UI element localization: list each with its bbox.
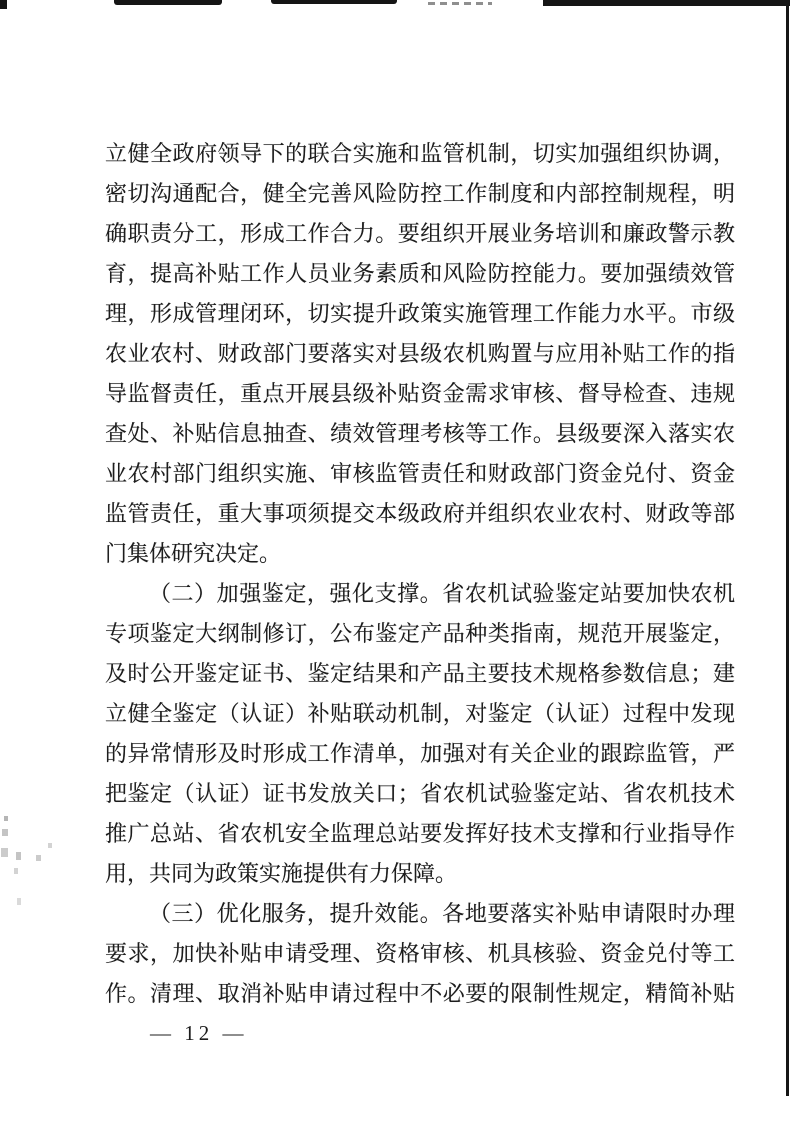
scan-artifact-top-bar-1 [114,0,222,5]
scan-artifact-top-dashes [428,2,492,5]
scan-artifact-right-edge-line [786,0,789,1096]
text-line: 密切沟通配合，健全完善风险防控工作制度和内部控制规程，明 [105,181,735,206]
text-line: （二）加强鉴定，强化支撑。省农机试验鉴定站要加快农机 [149,581,735,606]
text-line: 查处、补贴信息抽查、绩效管理考核等工作。县级要深入落实农 [105,421,735,446]
paragraph [105,894,735,1014]
scan-artifact-top-bar-3 [543,0,790,6]
scan-noise-speck [4,816,8,821]
text-line: 及时公开鉴定证书、鉴定结果和产品主要技术规格参数信息；建 [105,661,735,686]
text-line: 把鉴定（认证）证书发放关口；省农机试验鉴定站、省农机技术 [105,781,735,806]
document-body [105,134,735,1014]
text-line: 的异常情形及时形成工作清单，加强对有关企业的跟踪监管，严 [105,741,735,766]
text-line: 门集体研究决定。 [105,541,282,566]
text-line: 作。清理、取消补贴申请过程中不必要的限制性规定，精简补贴 [105,981,735,1006]
scan-noise-speck [2,829,8,836]
scan-noise-speck [16,852,21,860]
text-line: 要求，加快补贴申请受理、资格审核、机具核验、资金兑付等工 [105,941,735,966]
page-number: — 12 — [150,1021,248,1045]
scan-noise-speck [36,855,41,861]
text-line: 业农村部门组织实施、审核监管责任和财政部门资金兑付、资金 [105,461,735,486]
scan-noise-speck [48,843,52,848]
text-line: 推广总站、省农机安全监理总站要发挥好技术支撑和行业指导作 [105,821,735,846]
scan-noise-speck [14,868,18,874]
text-line: 立健全鉴定（认证）补贴联动机制，对鉴定（认证）过程中发现 [105,701,735,726]
paragraph [105,134,735,574]
text-line: 导监督责任，重点开展县级补贴资金需求审核、督导检查、违规 [105,381,735,406]
text-line: 理，形成管理闭环，切实提升政策实施管理工作能力水平。市级 [105,301,735,326]
text-line: 立健全政府领导下的联合实施和监管机制，切实加强组织协调， [105,141,735,166]
text-line: 确职责分工，形成工作合力。要组织开展业务培训和廉政警示教 [105,221,735,246]
text-line: （三）优化服务，提升效能。各地要落实补贴申请限时办理 [149,901,735,926]
scan-noise-speck [17,898,21,905]
scan-noise-speck [1,848,8,857]
scan-artifact-top-bar-2 [271,0,397,4]
text-line: 监管责任，重大事项须提交本级政府并组织农业农村、财政等部 [105,501,735,526]
paragraph [105,574,735,894]
text-line: 用，共同为政策实施提供有力保障。 [105,861,458,886]
scan-artifact-corner-mark [0,0,7,9]
text-line: 农业农村、财政部门要落实对县级农机购置与应用补贴工作的指 [105,341,735,366]
text-line: 育，提高补贴工作人员业务素质和风险防控能力。要加强绩效管 [105,261,735,286]
text-line: 专项鉴定大纲制修订，公布鉴定产品种类指南，规范开展鉴定， [105,621,735,646]
